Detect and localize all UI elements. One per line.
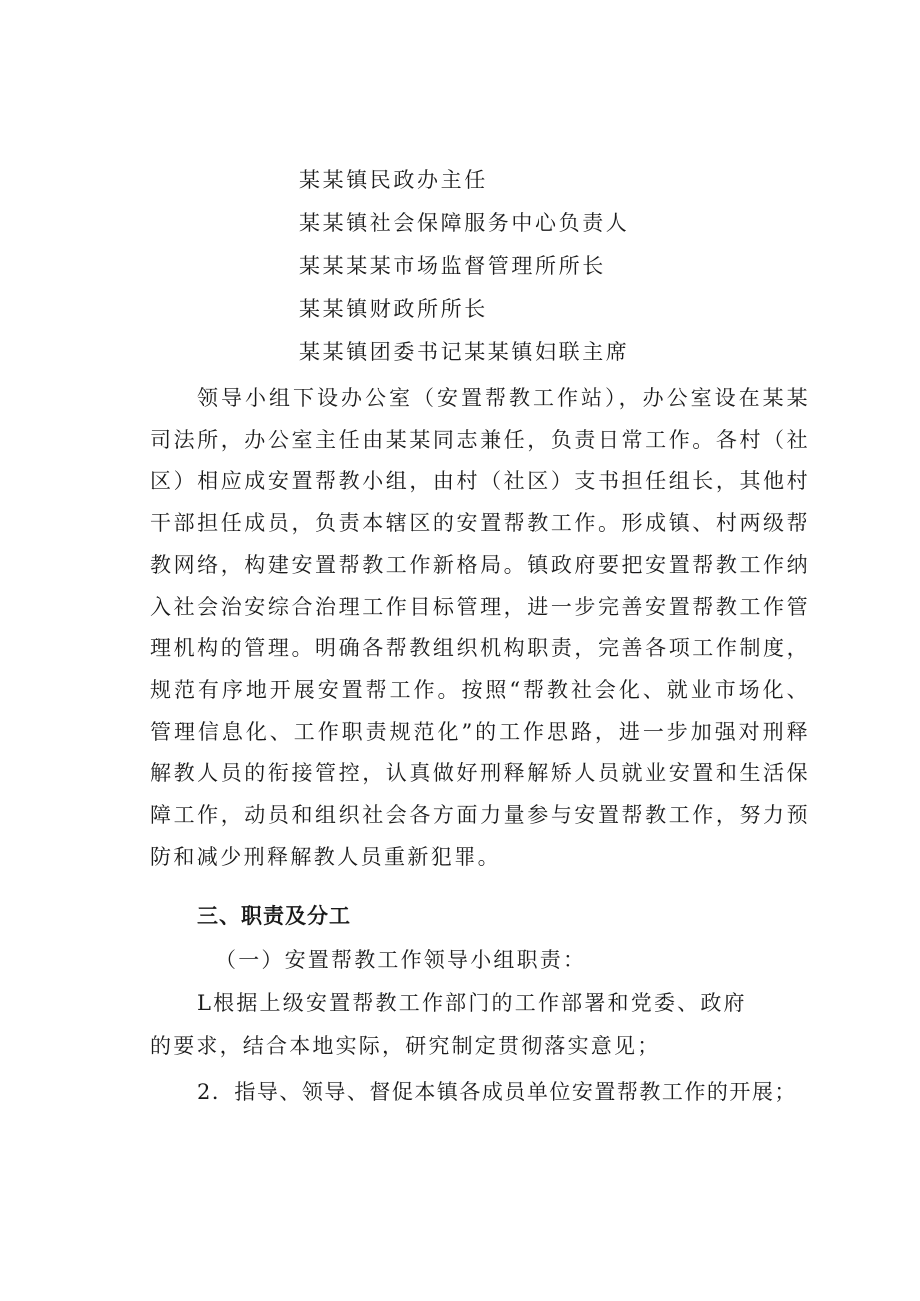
office-paragraph: 领导小组下设办公室（安置帮教工作站），办公室设在某某司法所，办公室主任由某某同志兼任，负责日常工作。各村（社区）相应成安置帮教小组，由村（社区）支书担任组长，其他村干部担任成员，负责本辖区的安置帮教工作。形成镇、村两级帮教网络，构建安置帮教工作新格局。镇政府要把安置帮教工作纳入社会治安综合治理工作目标管理，进一步完善安置帮教工作管理机构的管理。明确各帮教组织机构职责，完善各项工作制度，规范有序地开展安置帮工作。按照“帮教社会化、就业市场化、管理信息化、工作职责规范化”的工作思路，进一步加强对刑释解教人员的衔接管控，认真做好刑释解矫人员就业安置和生活保障工作，动员和组织社会各方面力量参与安置帮教工作，努力预防和减少刑释解教人员重新犯罪。 [150,386,810,869]
member-list [299,160,629,375]
member-item: 某某镇社会保障服务中心负责人 [299,211,630,235]
member-item: 某某镇财政所所长 [299,297,488,321]
duty-item-1-line-2: 的要求，结合本地实际，研究制定贯彻落实意见； [150,1034,661,1058]
subsection-heading: （一）安置帮教工作领导小组职责： [215,948,587,972]
member-item: 某某镇团委书记某某镇妇联主席 [299,340,630,364]
member-item: 某某镇民政办主任 [299,168,488,192]
duty-item-2: 2．指导、领导、督促本镇各成员单位安置帮教工作的开展； [197,1080,797,1104]
section-heading: 三、职责及分工 [197,904,351,928]
member-item: 某某某某市场监督管理所所长 [299,254,606,278]
duty-item-1-line-1: L根据上级安置帮教工作部门的工作部署和党委、政府 [197,991,747,1015]
